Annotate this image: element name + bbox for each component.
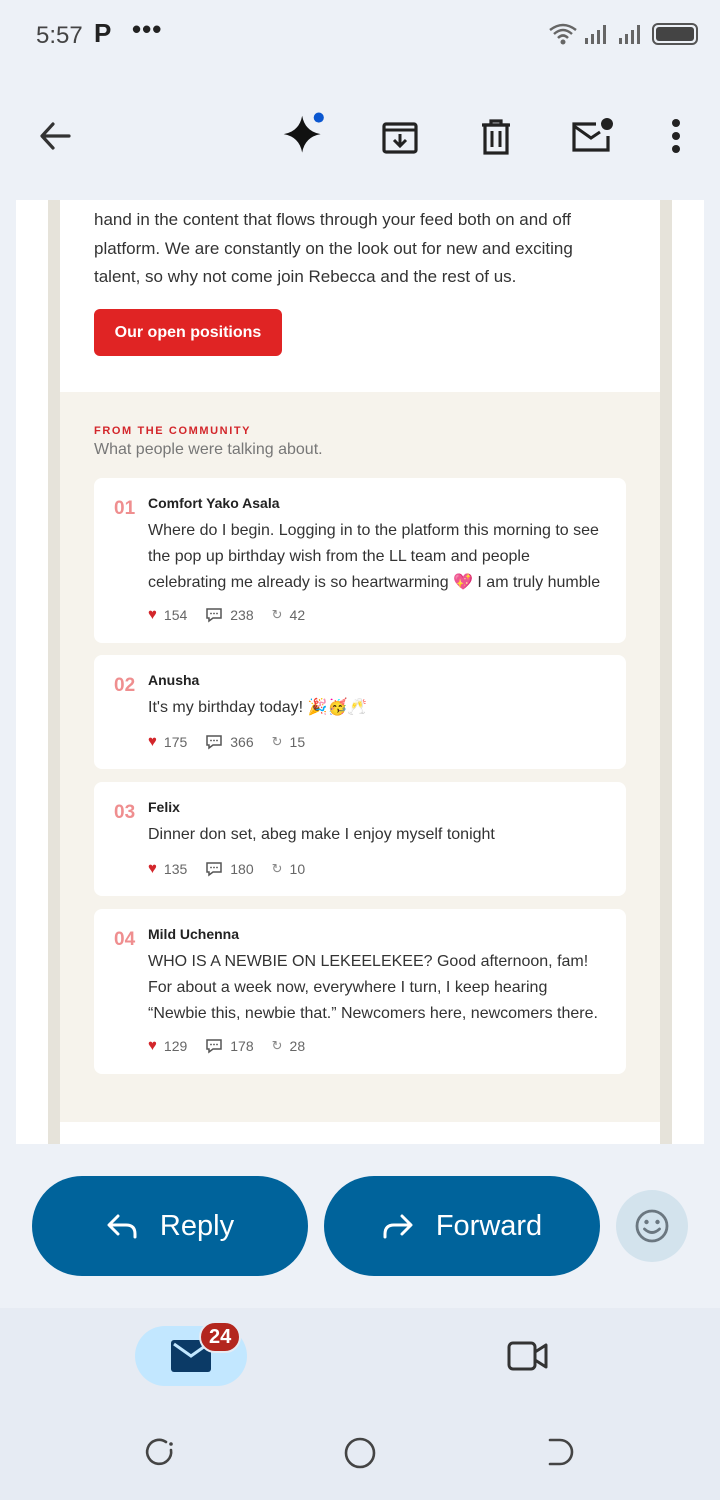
forward-icon — [382, 1212, 414, 1240]
body-line: hand in the content that flows through your feed both on and off — [94, 210, 571, 229]
post-text: WHO IS A NEWBIE ON LEKEELEKEE? Good afternoon, fam! For about a week now, everywhere I turn, I keep hearing “Newbie this, newbie that.” Newcomers here, newcomers there. — [148, 953, 598, 1022]
signal-icon-2 — [618, 22, 646, 46]
status-bar — [0, 0, 720, 72]
comments-count: 366 — [230, 733, 254, 750]
post-number: 03 — [114, 802, 136, 823]
post-stats — [148, 860, 323, 877]
likes-count: 129 — [163, 1037, 188, 1054]
heart-icon: ♥ — [148, 606, 157, 623]
mark-unread-button[interactable] — [568, 112, 616, 160]
post-author: Mild Uchenna — [148, 926, 240, 942]
comment-icon — [205, 607, 223, 623]
email-viewport[interactable] — [16, 200, 704, 1144]
parking-notification-icon: P — [94, 18, 112, 48]
post-stats — [148, 606, 323, 623]
back-arrow-icon — [37, 118, 73, 154]
more-notifications-indicator: ••• — [132, 14, 163, 44]
forward-label: Forward — [435, 1209, 543, 1242]
comment-icon — [205, 1038, 223, 1054]
community-subtitle: What people were talking about. — [94, 441, 323, 458]
repost-icon: ↻ — [271, 606, 283, 622]
community-post-card[interactable] — [94, 909, 626, 1074]
more-vert-icon — [670, 118, 682, 154]
likes-count: 175 — [163, 733, 188, 750]
comment-icon — [205, 861, 223, 877]
repost-icon: ↻ — [271, 733, 283, 749]
status-time: 5:57 — [36, 22, 83, 49]
home-circle-icon — [343, 1436, 377, 1470]
back-nav-button[interactable] — [544, 1436, 576, 1473]
likes-count: 154 — [163, 606, 188, 623]
bottom-navigation — [0, 1308, 720, 1500]
recents-button[interactable] — [144, 1436, 176, 1473]
post-text: Dinner don set, abeg make I enjoy myself tonight — [148, 826, 495, 843]
reposts-count: 15 — [289, 733, 306, 750]
post-stats — [148, 733, 323, 750]
post-author: Comfort Yako Asala — [148, 495, 280, 511]
emoji-reaction-button[interactable] — [616, 1190, 688, 1262]
email-body-text — [94, 206, 634, 292]
heart-icon: ♥ — [148, 860, 157, 877]
post-author: Anusha — [148, 672, 200, 688]
emoji-icon — [634, 1208, 670, 1244]
reposts-count: 42 — [289, 606, 306, 623]
archive-icon — [380, 116, 420, 156]
more-options-button[interactable] — [652, 112, 700, 160]
recents-icon — [144, 1436, 176, 1468]
repost-icon: ↻ — [271, 860, 283, 876]
post-text: It's my birthday today! 🎉🥳🥂 — [148, 699, 368, 716]
app-bar — [0, 72, 720, 200]
reposts-count: 28 — [289, 1037, 306, 1054]
heart-icon: ♥ — [148, 1037, 157, 1054]
community-post-card[interactable] — [94, 782, 626, 896]
community-post-card[interactable] — [94, 478, 626, 643]
gemini-button[interactable] — [280, 112, 328, 160]
community-section — [60, 392, 660, 1122]
post-number: 04 — [114, 929, 136, 950]
body-line: platform. We are constantly on the look out for new and exciting — [94, 238, 573, 258]
back-button[interactable] — [31, 112, 79, 160]
forward-button[interactable] — [324, 1176, 600, 1276]
community-post-card[interactable] — [94, 655, 626, 769]
post-text: Where do I begin. Logging in to the platform this morning to see the pop up birthday wish from the LL team and people celebrating me already is so heartwarming 💖 I am truly humble — [148, 522, 601, 591]
video-camera-icon — [506, 1338, 550, 1374]
post-number: 01 — [114, 498, 136, 519]
signal-icon — [584, 22, 612, 46]
comment-icon — [205, 734, 223, 750]
heart-icon: ♥ — [148, 733, 157, 750]
back-gesture-icon — [544, 1436, 576, 1468]
delete-button[interactable] — [472, 112, 520, 160]
post-stats — [148, 1037, 323, 1054]
community-label: FROM THE COMMUNITY — [94, 425, 252, 437]
gemini-sparkle-icon — [280, 110, 328, 162]
likes-count: 135 — [163, 860, 188, 877]
reply-label: Reply — [159, 1209, 235, 1242]
wifi-icon — [548, 22, 578, 46]
unread-badge: 24 — [199, 1321, 241, 1353]
nav-meet[interactable] — [506, 1338, 550, 1379]
reply-button[interactable] — [32, 1176, 308, 1276]
email-divider — [60, 1122, 660, 1144]
email-frame — [48, 200, 672, 1144]
mark-unread-icon — [570, 116, 614, 156]
reply-icon — [106, 1212, 138, 1240]
home-button[interactable] — [343, 1436, 377, 1475]
trash-icon — [476, 116, 516, 156]
comments-count: 180 — [230, 860, 254, 877]
status-icons — [548, 22, 698, 46]
post-author: Felix — [148, 799, 180, 815]
battery-icon — [652, 23, 698, 45]
post-number: 02 — [114, 675, 136, 696]
email-content — [60, 200, 660, 1144]
repost-icon: ↻ — [271, 1037, 283, 1053]
reposts-count: 10 — [289, 860, 306, 877]
comments-count: 238 — [230, 606, 254, 623]
archive-button[interactable] — [376, 112, 424, 160]
body-line: talent, so why not come join Rebecca and the rest of us. — [94, 267, 517, 286]
comments-count: 178 — [230, 1037, 254, 1054]
open-positions-button[interactable]: Our open positions — [94, 309, 282, 356]
